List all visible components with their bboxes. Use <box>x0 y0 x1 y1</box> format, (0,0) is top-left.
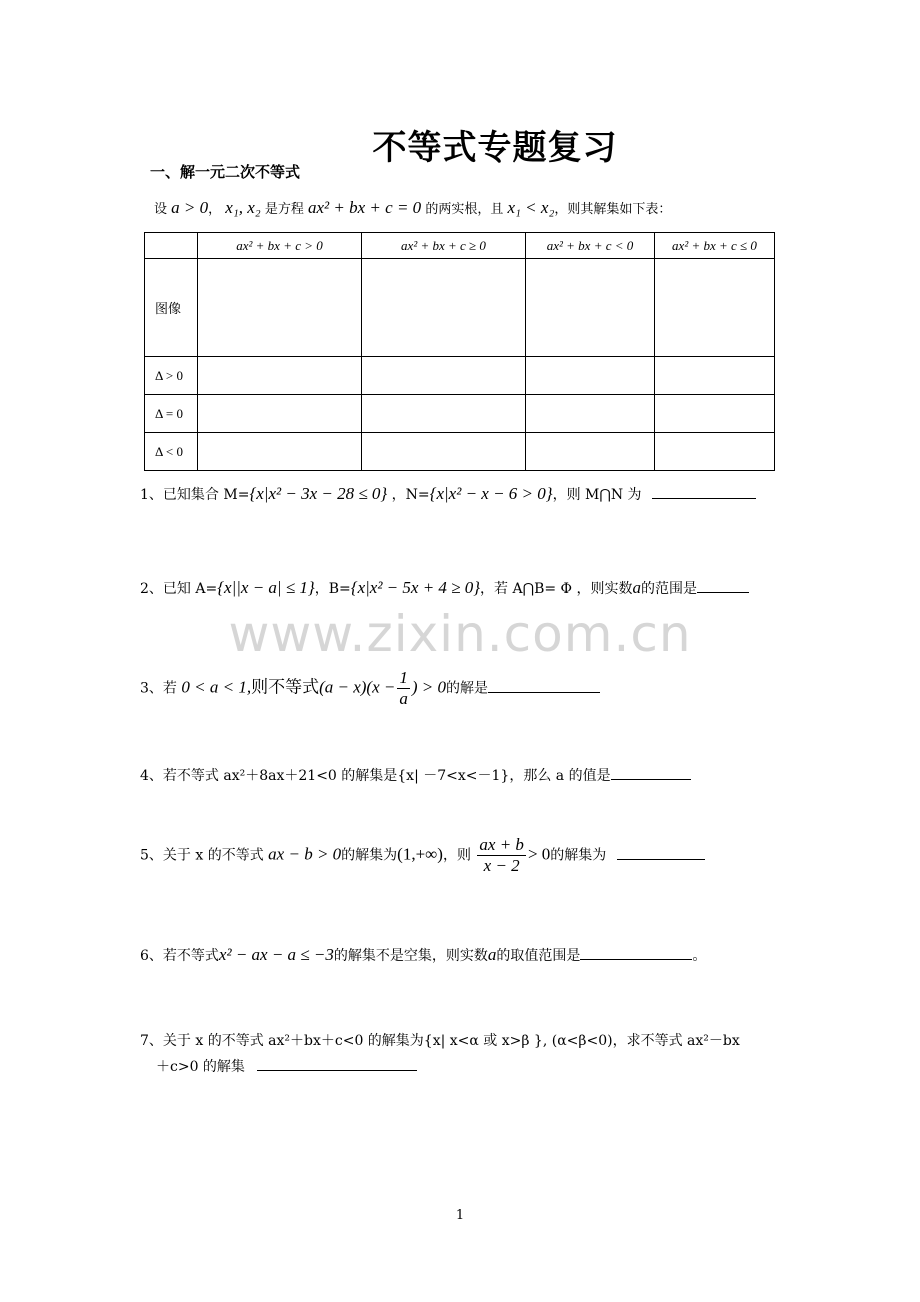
table-cell <box>655 259 775 357</box>
question-number: 1、 <box>140 487 163 503</box>
intro-math: x₁, x₂ <box>225 198 261 217</box>
question-number: 6、 <box>140 948 163 964</box>
answer-blank[interactable] <box>652 498 756 499</box>
intro-text <box>154 198 671 218</box>
fraction <box>477 835 526 876</box>
question-text: ＋c>0 的解集 <box>156 1059 245 1075</box>
question-text: 的范围是 <box>641 581 697 597</box>
question-1 <box>140 484 756 504</box>
question-text: 已知集合 M= <box>162 487 250 503</box>
question-text: ，则 <box>442 847 471 864</box>
question-number: 4、 <box>140 768 163 784</box>
variable: a <box>632 578 641 597</box>
table-header-cell: ax² + bx + c < 0 <box>526 233 655 259</box>
solution-table <box>144 232 775 471</box>
question-text: 已知 A= <box>162 581 218 597</box>
question-2 <box>140 578 749 598</box>
math-expression: > 0 <box>527 844 551 864</box>
question-text: ，N= <box>391 487 430 503</box>
page-title: 不等式专题复习 <box>372 128 618 168</box>
question-text: 若不等式 ax²＋8ax＋21<0 的解集是{x| －7<x<－1}，那么 a 的值是 <box>162 768 611 784</box>
table-row <box>145 433 775 471</box>
table-cell <box>362 259 526 357</box>
table-cell <box>526 259 655 357</box>
question-text: 若 <box>162 680 177 697</box>
question-number: 2、 <box>140 581 163 597</box>
question-text: 的解是 <box>446 680 488 697</box>
answer-blank[interactable] <box>488 692 600 693</box>
table-cell <box>198 433 362 471</box>
table-cell <box>655 433 775 471</box>
answer-blank[interactable] <box>617 859 705 860</box>
question-4 <box>140 765 691 785</box>
watermark: www.zixin.com.cn <box>228 605 692 663</box>
table-cell <box>362 395 526 433</box>
question-text: 关于 x 的不等式 ax²＋bx＋c<0 的解集为{x| x<α 或 x>β }, (α<β<0)，求不等式 ax²－bx <box>162 1033 740 1049</box>
variable: a <box>487 945 497 964</box>
row-label: Δ > 0 <box>145 357 198 395</box>
intro-part: ， <box>208 202 222 217</box>
table-header-cell: ax² + bx + c ≤ 0 <box>655 233 775 259</box>
intro-math: x₁ < x₂ <box>507 198 555 217</box>
question-7 <box>140 1030 740 1050</box>
table-header-row <box>145 233 775 259</box>
question-text: 关于 x 的不等式 <box>162 847 264 864</box>
table-cell <box>526 357 655 395</box>
fraction <box>397 668 410 709</box>
question-text: ，若 A⋂B= Φ ，则实数 <box>480 581 633 597</box>
table-cell <box>198 357 362 395</box>
row-label: Δ < 0 <box>145 433 198 471</box>
answer-blank[interactable] <box>257 1070 417 1071</box>
question-3 <box>140 668 600 709</box>
question-6 <box>140 945 706 965</box>
page-number: 1 <box>455 1208 465 1223</box>
question-text: 。 <box>692 948 707 964</box>
question-text: 的取值范围是 <box>496 948 581 964</box>
table-cell <box>655 357 775 395</box>
question-text: 的解集为 <box>341 847 398 864</box>
set-expression: {x|x² − x − 6 > 0} <box>429 484 553 503</box>
table-cell <box>198 395 362 433</box>
math-expression: x² − ax − a ≤ −3 <box>218 945 334 964</box>
answer-blank[interactable] <box>580 959 692 960</box>
question-text: 的解集不是空集，则实数 <box>333 948 488 964</box>
row-label: Δ = 0 <box>145 395 198 433</box>
table-row <box>145 357 775 395</box>
section-heading: 一、解一元二次不等式 <box>150 163 301 181</box>
fraction-denominator: x − 2 <box>483 856 520 875</box>
intro-math: a > 0 <box>171 198 209 217</box>
math-expression: (a − x)(x − <box>319 677 396 697</box>
table-cell <box>526 395 655 433</box>
set-expression: {x|x² − 5x + 4 ≥ 0} <box>350 578 481 597</box>
table-header-cell: ax² + bx + c ≥ 0 <box>362 233 526 259</box>
math-expression: ) > 0 <box>411 677 446 697</box>
table-cell <box>526 433 655 471</box>
question-number: 7、 <box>140 1033 163 1049</box>
intro-part: ，则其解集如下表： <box>554 202 672 217</box>
fraction-numerator: 1 <box>399 668 408 687</box>
set-expression: {x||x − a| ≤ 1} <box>217 578 315 597</box>
question-text: 的解集为 <box>550 847 607 864</box>
table-cell <box>362 433 526 471</box>
math-expression: 0 < a < 1, <box>181 677 252 697</box>
fraction-denominator: a <box>399 689 408 708</box>
table-header-cell: ax² + bx + c > 0 <box>198 233 362 259</box>
table-cell <box>198 259 362 357</box>
question-text: ，B= <box>314 581 351 597</box>
intro-part: 设 <box>154 202 168 217</box>
table-header-cell <box>145 233 198 259</box>
intro-part: 是方程 <box>264 202 304 217</box>
intro-part: 的两实根，且 <box>425 202 504 217</box>
question-text: 若不等式 <box>162 948 219 964</box>
interval: (1,+∞) <box>397 844 443 864</box>
table-cell <box>362 357 526 395</box>
question-text: 则不等式 <box>251 677 320 697</box>
intro-math: ax² + bx + c = 0 <box>308 198 422 217</box>
table-row <box>145 259 775 357</box>
question-text: ，则 M⋂N 为 <box>552 487 642 503</box>
row-label: 图像 <box>145 259 198 357</box>
fraction-numerator: ax + b <box>479 835 524 854</box>
math-expression: ax − b > 0 <box>268 844 342 864</box>
table-cell <box>655 395 775 433</box>
answer-blank[interactable] <box>611 779 691 780</box>
question-number: 3、 <box>140 680 163 697</box>
answer-blank[interactable] <box>697 592 749 593</box>
set-expression: {x|x² − 3x − 28 ≤ 0} <box>249 484 388 503</box>
table-row <box>145 395 775 433</box>
question-5 <box>140 835 705 876</box>
question-number: 5、 <box>140 847 163 864</box>
question-7-continued <box>156 1056 417 1076</box>
